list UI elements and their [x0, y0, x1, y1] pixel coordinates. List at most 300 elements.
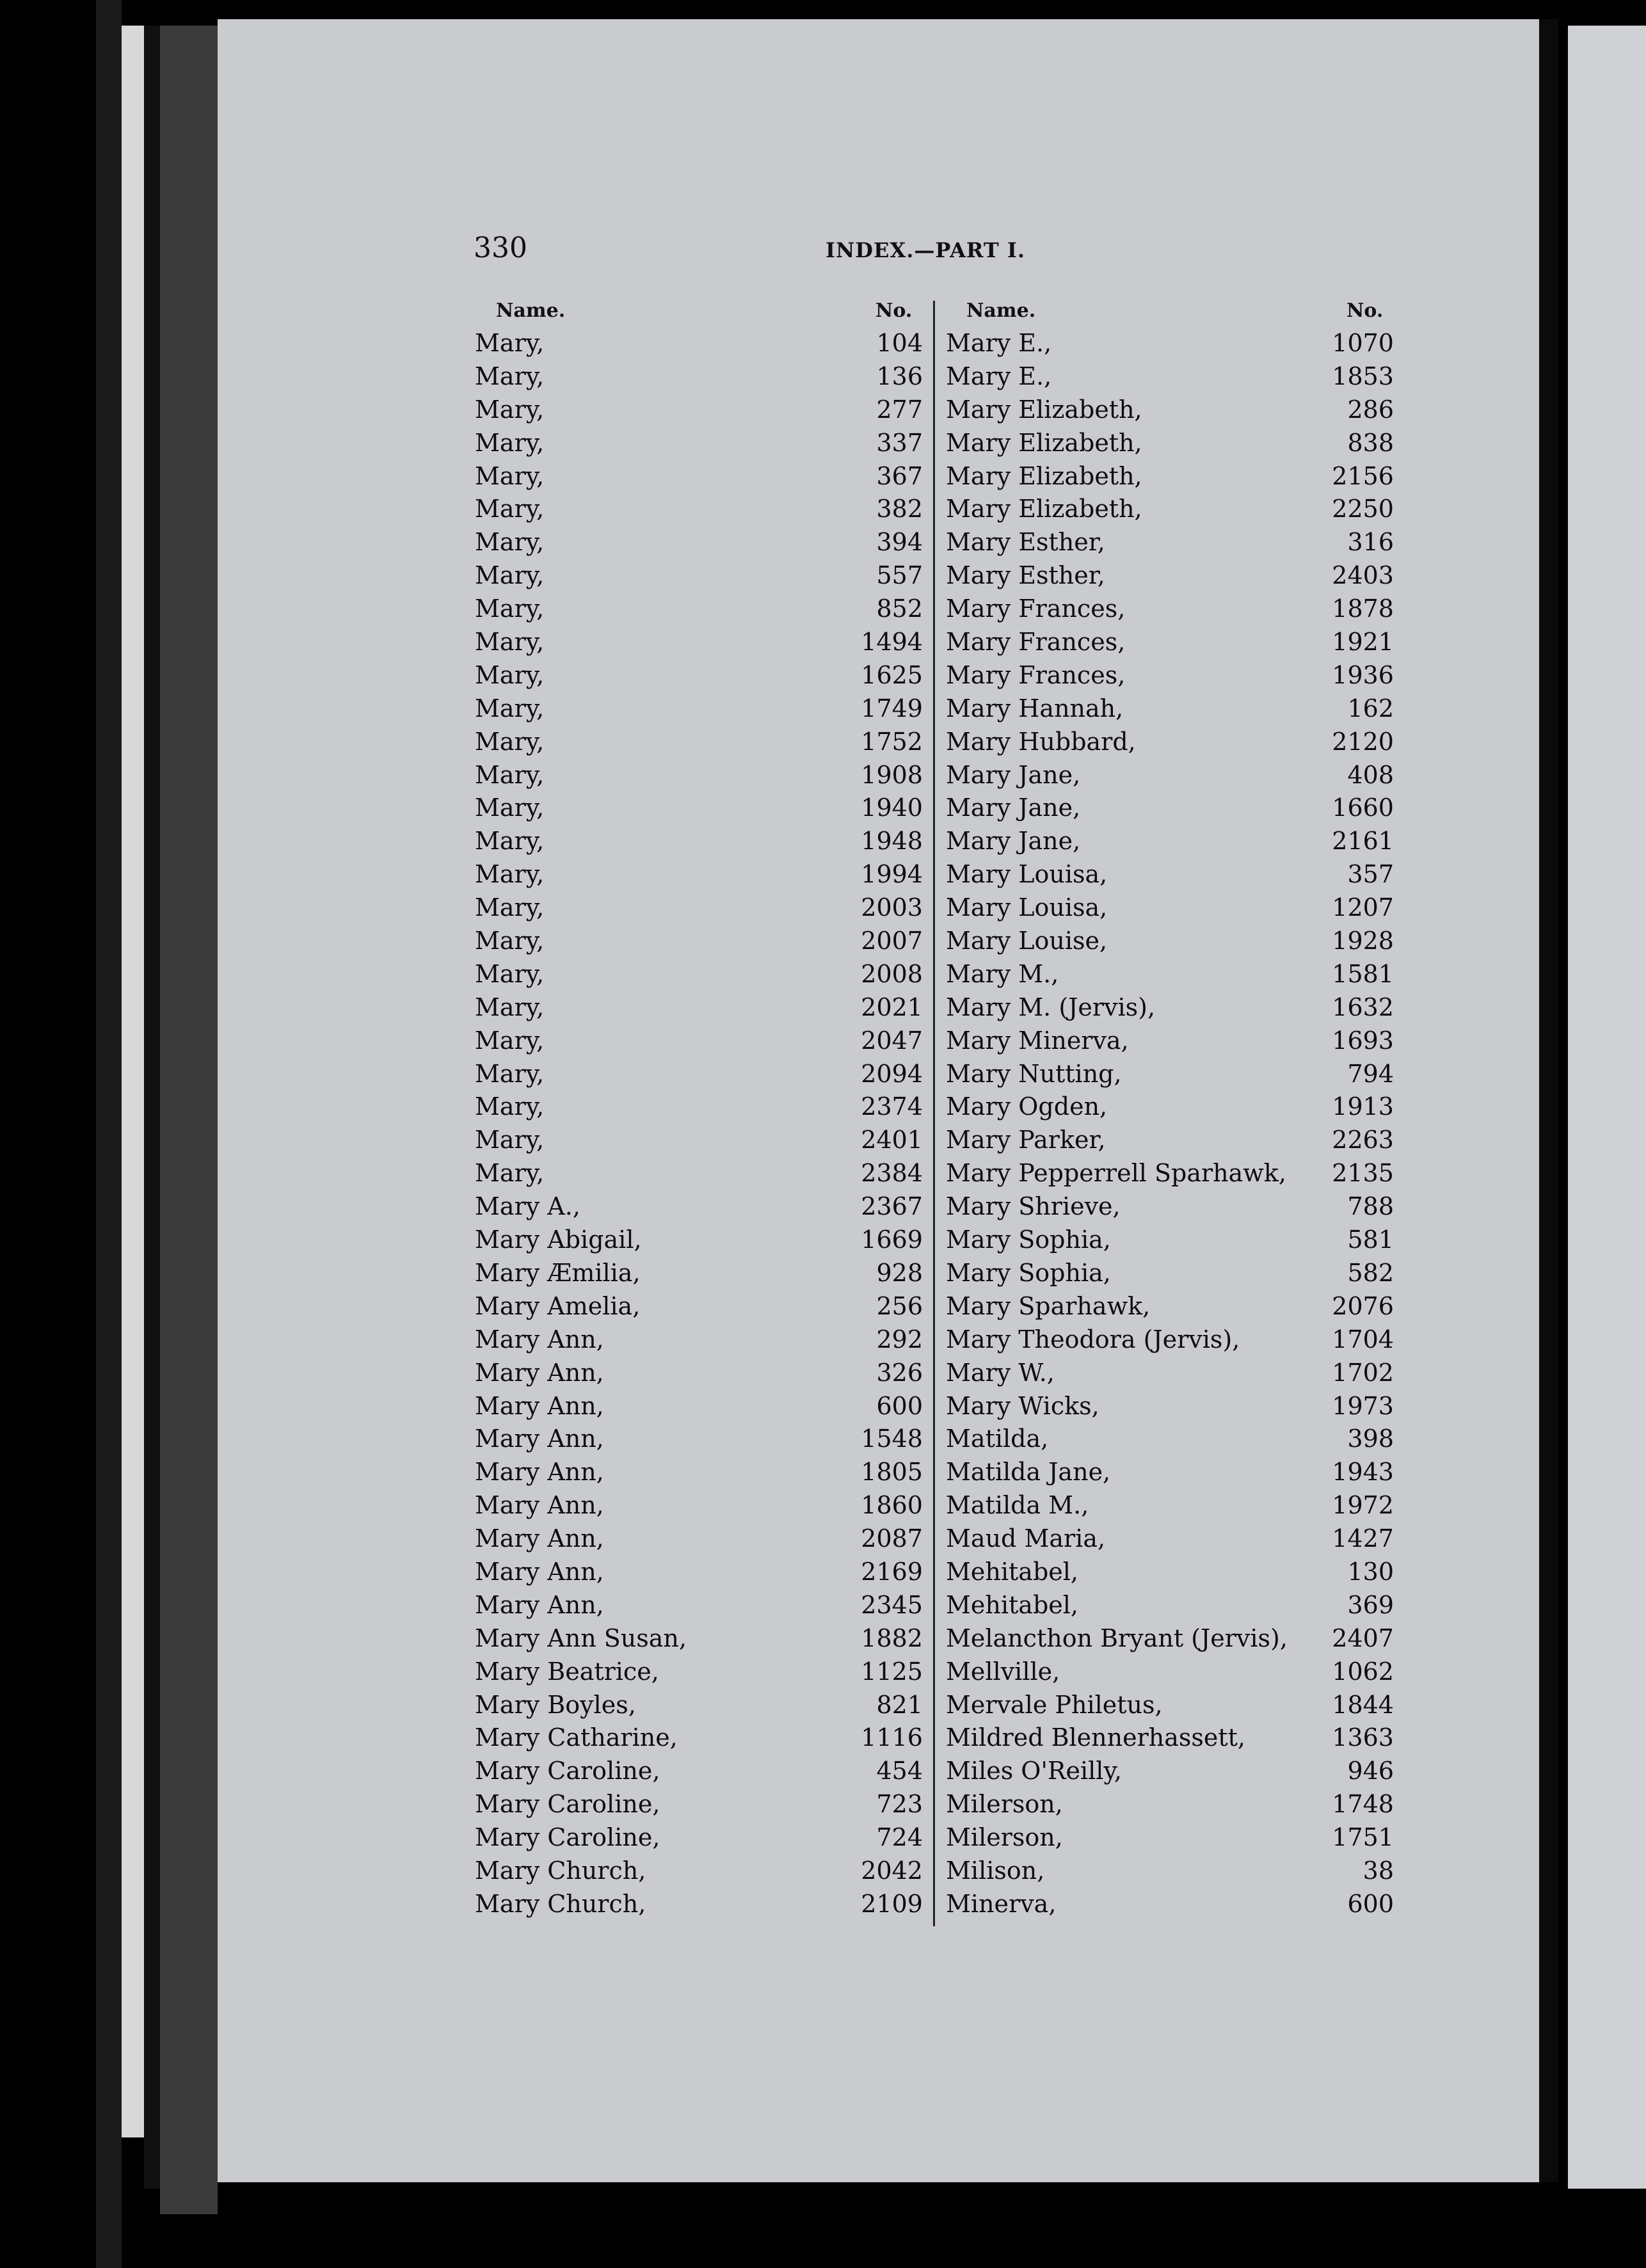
entry-number: 2094	[861, 1059, 923, 1088]
index-entry	[946, 426, 1394, 459]
left-name-header: Name.	[496, 299, 566, 322]
entry-name: Mary,	[475, 727, 545, 756]
entry-name: Mary,	[475, 428, 545, 457]
index-entry	[946, 360, 1394, 393]
index-entry	[946, 1821, 1394, 1854]
index-entry	[475, 1057, 923, 1090]
entry-number: 1751	[1332, 1823, 1394, 1852]
entry-name: Mary Theodora (Jervis),	[946, 1325, 1240, 1354]
index-entry	[946, 625, 1394, 659]
entry-number: 1548	[861, 1425, 923, 1453]
index-entry	[946, 1190, 1394, 1223]
index-entry	[475, 492, 923, 525]
entry-number: 256	[876, 1291, 923, 1320]
entry-name: Mary,	[475, 860, 545, 889]
index-entry	[946, 559, 1394, 592]
entry-number: 2008	[861, 959, 923, 988]
entry-name: Mary Church,	[475, 1889, 646, 1918]
entry-name: Mary Ann Susan,	[475, 1624, 687, 1652]
index-entry	[475, 1422, 923, 1455]
index-entry	[475, 393, 923, 426]
entry-name: Mary Ogden,	[946, 1092, 1108, 1121]
entry-name: Mary,	[475, 694, 545, 723]
index-entry	[475, 1223, 923, 1256]
index-entry	[946, 891, 1394, 924]
entry-number: 2135	[1332, 1159, 1394, 1188]
entry-name: Mary Nutting,	[946, 1059, 1122, 1088]
entry-number: 316	[1347, 528, 1394, 557]
entry-name: Mary,	[475, 1026, 545, 1055]
entry-number: 2007	[861, 927, 923, 955]
index-entry	[475, 1655, 923, 1688]
index-entry	[475, 659, 923, 692]
index-entry	[946, 326, 1394, 360]
entry-number: 454	[876, 1757, 923, 1785]
entry-number: 2047	[861, 1026, 923, 1055]
index-entry	[475, 592, 923, 625]
entry-number: 557	[876, 561, 923, 590]
entry-number: 1936	[1332, 660, 1394, 689]
index-entry	[946, 459, 1394, 493]
index-entry	[475, 1489, 923, 1522]
index-entry	[946, 725, 1394, 758]
entry-number: 581	[1347, 1226, 1394, 1254]
entry-name: Mary Ann,	[475, 1391, 604, 1420]
right-no-header: No.	[1346, 299, 1384, 322]
index-entry	[475, 1290, 923, 1323]
page-header	[474, 232, 1395, 270]
index-entry	[475, 891, 923, 924]
entry-name: Mary,	[475, 927, 545, 955]
index-entry	[946, 1721, 1394, 1754]
entry-name: Mary,	[475, 760, 545, 789]
entry-number: 1660	[1332, 794, 1394, 822]
index-entry	[946, 525, 1394, 559]
index-entry	[946, 1688, 1394, 1721]
index-entry	[946, 492, 1394, 525]
entry-number: 2003	[861, 893, 923, 922]
entry-name: Mary Ann,	[475, 1425, 604, 1453]
entry-number: 2161	[1332, 827, 1394, 856]
index-entry	[475, 1156, 923, 1190]
entry-name: Mervale Philetus,	[946, 1690, 1163, 1719]
entry-name: Mary,	[475, 993, 545, 1021]
entry-number: 723	[876, 1790, 923, 1819]
entry-number: 1921	[1332, 628, 1394, 657]
entry-name: Milison,	[946, 1856, 1045, 1885]
facing-page-edge	[1568, 26, 1646, 2189]
index-entry	[475, 1389, 923, 1423]
index-entry	[946, 659, 1394, 692]
entry-number: 600	[876, 1391, 923, 1420]
page-number: 330	[474, 232, 527, 264]
entry-name: Mary Ann,	[475, 1325, 604, 1354]
index-entry	[475, 1854, 923, 1887]
entry-name: Milerson,	[946, 1790, 1063, 1819]
entry-name: Mary,	[475, 461, 545, 490]
index-entry	[475, 1090, 923, 1123]
entry-name: Mary,	[475, 827, 545, 856]
index-entry	[946, 1754, 1394, 1787]
entry-name: Mary Pepperrell Sparhawk,	[946, 1159, 1286, 1188]
entry-number: 788	[1347, 1192, 1394, 1221]
entry-name: Mary Sparhawk,	[946, 1291, 1151, 1320]
entry-name: Mary,	[475, 794, 545, 822]
entry-name: Mildred Blennerhassett,	[946, 1723, 1246, 1752]
entry-name: Mary,	[475, 595, 545, 623]
entry-name: Milerson,	[946, 1823, 1063, 1852]
entry-number: 2169	[861, 1557, 923, 1586]
entry-number: 1669	[861, 1226, 923, 1254]
index-entry	[946, 1522, 1394, 1555]
entry-name: Mary Caroline,	[475, 1790, 660, 1819]
gutter-shadow	[1539, 19, 1558, 2182]
entry-name: Miles O'Reilly,	[946, 1757, 1122, 1785]
index-entry	[475, 1123, 923, 1156]
left-no-header: No.	[875, 299, 913, 322]
index-entry	[946, 1256, 1394, 1290]
entry-number: 398	[1347, 1425, 1394, 1453]
index-entry	[475, 1622, 923, 1655]
entry-name: Mary Jane,	[946, 794, 1081, 822]
entry-number: 1972	[1332, 1491, 1394, 1520]
index-entry	[946, 1588, 1394, 1622]
entry-name: Minerva,	[946, 1889, 1057, 1918]
index-entry	[475, 692, 923, 725]
index-entry	[475, 858, 923, 891]
index-entry	[475, 1256, 923, 1290]
entry-name: Mary Catharine,	[475, 1723, 678, 1752]
entry-number: 1062	[1332, 1657, 1394, 1686]
entry-name: Mary Elizabeth,	[946, 395, 1142, 424]
entry-number: 38	[1362, 1856, 1394, 1885]
entry-number: 369	[1347, 1590, 1394, 1619]
entry-name: Mary Elizabeth,	[946, 428, 1142, 457]
index-entry	[475, 1190, 923, 1223]
entry-number: 1752	[861, 727, 923, 756]
entry-number: 600	[1347, 1889, 1394, 1918]
entry-number: 2021	[861, 993, 923, 1021]
index-entry	[475, 1024, 923, 1057]
index-entry	[475, 625, 923, 659]
entry-number: 1125	[861, 1657, 923, 1686]
index-entry	[475, 1555, 923, 1588]
entry-number: 1844	[1332, 1690, 1394, 1719]
binding-shadow	[144, 26, 160, 2189]
index-entry	[946, 393, 1394, 426]
entry-number: 2374	[861, 1092, 923, 1121]
entry-name: Mary,	[475, 660, 545, 689]
index-entry	[475, 957, 923, 991]
entry-number: 852	[876, 595, 923, 623]
entry-number: 2407	[1332, 1624, 1394, 1652]
index-entry	[946, 1156, 1394, 1190]
entry-number: 1928	[1332, 927, 1394, 955]
entry-number: 1882	[861, 1624, 923, 1652]
index-entry	[946, 1323, 1394, 1356]
index-entry	[946, 1356, 1394, 1389]
index-entry	[475, 1588, 923, 1622]
right-index-column	[946, 326, 1394, 1921]
entry-number: 286	[1347, 395, 1394, 424]
index-entry	[946, 858, 1394, 891]
entry-number: 1070	[1332, 329, 1394, 357]
entry-number: 1913	[1332, 1092, 1394, 1121]
index-entry	[475, 1522, 923, 1555]
column-divider	[933, 301, 935, 1926]
entry-number: 2087	[861, 1524, 923, 1553]
entry-name: Mary M.,	[946, 959, 1059, 988]
entry-name: Mary Sophia,	[946, 1258, 1111, 1287]
entry-number: 337	[876, 428, 923, 457]
entry-name: Mary A.,	[475, 1192, 580, 1221]
entry-name: Mary,	[475, 495, 545, 523]
entry-number: 946	[1347, 1757, 1394, 1785]
index-entry	[475, 459, 923, 493]
entry-name: Mary,	[475, 628, 545, 657]
entry-name: Mary Louisa,	[946, 893, 1108, 922]
entry-name: Mary,	[475, 959, 545, 988]
entry-name: Mary Esther,	[946, 528, 1105, 557]
index-entry	[475, 1721, 923, 1754]
index-entry	[475, 791, 923, 824]
entry-number: 1973	[1332, 1391, 1394, 1420]
index-entry	[475, 360, 923, 393]
entry-name: Mary Ann,	[475, 1557, 604, 1586]
entry-name: Mary E.,	[946, 329, 1052, 357]
entry-number: 2076	[1332, 1291, 1394, 1320]
entry-number: 2120	[1332, 727, 1394, 756]
entry-number: 2042	[861, 1856, 923, 1885]
index-entry	[946, 791, 1394, 824]
entry-number: 136	[876, 362, 923, 390]
entry-name: Mary Jane,	[946, 760, 1081, 789]
entry-number: 357	[1347, 860, 1394, 889]
index-entry	[946, 1787, 1394, 1821]
page-edge-stack	[122, 26, 144, 2137]
index-entry	[946, 1622, 1394, 1655]
entry-number: 2401	[861, 1126, 923, 1154]
entry-number: 821	[876, 1690, 923, 1719]
entry-number: 2345	[861, 1590, 923, 1619]
index-entry	[475, 525, 923, 559]
entry-name: Mary,	[475, 1159, 545, 1188]
entry-name: Mary Ann,	[475, 1524, 604, 1553]
index-entry	[475, 991, 923, 1024]
right-name-header: Name.	[966, 299, 1036, 322]
entry-number: 724	[876, 1823, 923, 1852]
index-entry	[946, 991, 1394, 1024]
index-entry	[475, 1754, 923, 1787]
entry-number: 1207	[1332, 893, 1394, 922]
entry-number: 1860	[861, 1491, 923, 1520]
entry-name: Mary Jane,	[946, 827, 1081, 856]
index-entry	[946, 824, 1394, 858]
entry-name: Mary Frances,	[946, 660, 1126, 689]
entry-number: 2250	[1332, 495, 1394, 523]
entry-name: Mary Boyles,	[475, 1690, 636, 1719]
entry-name: Mary Frances,	[946, 595, 1126, 623]
entry-name: Maud Maria,	[946, 1524, 1106, 1553]
entry-number: 408	[1347, 760, 1394, 789]
index-entry	[946, 1422, 1394, 1455]
entry-number: 367	[876, 461, 923, 490]
index-entry	[946, 758, 1394, 792]
entry-number: 1116	[861, 1723, 923, 1752]
entry-number: 1748	[1332, 1790, 1394, 1819]
entry-number: 1494	[861, 628, 923, 657]
entry-name: Mary Church,	[475, 1856, 646, 1885]
index-entry	[475, 1455, 923, 1489]
entry-name: Mary Caroline,	[475, 1823, 660, 1852]
entry-name: Mary Ann,	[475, 1491, 604, 1520]
entry-number: 2367	[861, 1192, 923, 1221]
index-entry	[946, 1455, 1394, 1489]
entry-number: 1704	[1332, 1325, 1394, 1354]
entry-name: Mary Wicks,	[946, 1391, 1099, 1420]
index-entry	[475, 1356, 923, 1389]
entry-name: Mary E.,	[946, 362, 1052, 390]
index-entry	[946, 1290, 1394, 1323]
entry-number: 394	[876, 528, 923, 557]
entry-name: Mary Abigail,	[475, 1226, 642, 1254]
entry-name: Mary M. (Jervis),	[946, 993, 1156, 1021]
index-entry	[475, 1688, 923, 1721]
index-entry	[946, 1123, 1394, 1156]
entry-number: 292	[876, 1325, 923, 1354]
entry-number: 582	[1347, 1258, 1394, 1287]
index-entry	[475, 326, 923, 360]
index-entry	[475, 758, 923, 792]
entry-name: Mary Shrieve,	[946, 1192, 1121, 1221]
entry-name: Mary Minerva,	[946, 1026, 1129, 1055]
entry-number: 1632	[1332, 993, 1394, 1021]
entry-number: 2263	[1332, 1126, 1394, 1154]
index-entry	[946, 1854, 1394, 1887]
entry-number: 1940	[861, 794, 923, 822]
entry-name: Mary,	[475, 1126, 545, 1154]
entry-name: Mary Louisa,	[946, 860, 1108, 889]
index-entry	[475, 725, 923, 758]
entry-name: Mary Hubbard,	[946, 727, 1136, 756]
entry-name: Mary Ann,	[475, 1590, 604, 1619]
entry-name: Mary Ann,	[475, 1358, 604, 1387]
entry-number: 382	[876, 495, 923, 523]
entry-name: Mary,	[475, 329, 545, 357]
entry-name: Matilda Jane,	[946, 1458, 1111, 1487]
index-entry	[475, 1787, 923, 1821]
entry-number: 1427	[1332, 1524, 1394, 1553]
index-entry	[475, 559, 923, 592]
entry-number: 2109	[861, 1889, 923, 1918]
entry-name: Mary Esther,	[946, 561, 1105, 590]
index-entry	[946, 1223, 1394, 1256]
running-head: INDEX.—PART I.	[826, 238, 1025, 262]
entry-name: Matilda M.,	[946, 1491, 1089, 1520]
entry-name: Mellville,	[946, 1657, 1060, 1686]
entry-name: Mary Amelia,	[475, 1291, 641, 1320]
entry-number: 162	[1347, 694, 1394, 723]
entry-name: Mary,	[475, 561, 545, 590]
entry-name: Mary Sophia,	[946, 1226, 1111, 1254]
entry-name: Mehitabel,	[946, 1557, 1078, 1586]
index-entry	[475, 924, 923, 957]
entry-number: 326	[876, 1358, 923, 1387]
entry-name: Mary,	[475, 1059, 545, 1088]
entry-number: 2384	[861, 1159, 923, 1188]
entry-number: 1853	[1332, 362, 1394, 390]
index-entry	[475, 824, 923, 858]
index-entry	[475, 1887, 923, 1921]
entry-number: 794	[1347, 1059, 1394, 1088]
index-entry	[946, 924, 1394, 957]
entry-number: 1581	[1332, 959, 1394, 988]
entry-name: Mary Caroline,	[475, 1757, 660, 1785]
entry-name: Mary Hannah,	[946, 694, 1124, 723]
entry-number: 104	[876, 329, 923, 357]
entry-name: Mary,	[475, 362, 545, 390]
index-entry	[946, 1024, 1394, 1057]
entry-number: 1363	[1332, 1723, 1394, 1752]
entry-number: 1878	[1332, 595, 1394, 623]
entry-number: 1693	[1332, 1026, 1394, 1055]
entry-name: Mary,	[475, 893, 545, 922]
entry-number: 1943	[1332, 1458, 1394, 1487]
entry-number: 2403	[1332, 561, 1394, 590]
index-entry	[946, 1090, 1394, 1123]
entry-number: 1908	[861, 760, 923, 789]
index-entry	[946, 1057, 1394, 1090]
entry-name: Mary W.,	[946, 1358, 1055, 1387]
entry-number: 2156	[1332, 461, 1394, 490]
entry-name: Mary,	[475, 395, 545, 424]
index-entry	[946, 692, 1394, 725]
entry-name: Mehitabel,	[946, 1590, 1078, 1619]
entry-name: Mary Frances,	[946, 628, 1126, 657]
entry-name: Mary Ann,	[475, 1458, 604, 1487]
entry-name: Mary Parker,	[946, 1126, 1106, 1154]
left-index-column	[475, 326, 923, 1921]
entry-name: Mary Elizabeth,	[946, 461, 1142, 490]
index-entry	[946, 1887, 1394, 1921]
index-entry	[475, 1323, 923, 1356]
entry-number: 1805	[861, 1458, 923, 1487]
entry-number: 130	[1347, 1557, 1394, 1586]
entry-number: 1994	[861, 860, 923, 889]
entry-number: 277	[876, 395, 923, 424]
entry-name: Mary,	[475, 528, 545, 557]
book-spine	[160, 26, 218, 2214]
index-entry	[946, 1389, 1394, 1423]
index-entry	[946, 592, 1394, 625]
entry-number: 928	[876, 1258, 923, 1287]
entry-number: 1948	[861, 827, 923, 856]
entry-number: 1625	[861, 660, 923, 689]
entry-name: Matilda,	[946, 1425, 1049, 1453]
scanner-edge	[96, 0, 122, 2268]
entry-number: 838	[1347, 428, 1394, 457]
entry-number: 1702	[1332, 1358, 1394, 1387]
entry-name: Mary Æmilia,	[475, 1258, 641, 1287]
entry-name: Mary Beatrice,	[475, 1657, 659, 1686]
entry-name: Mary Louise,	[946, 927, 1108, 955]
index-entry	[946, 1555, 1394, 1588]
entry-name: Mary,	[475, 1092, 545, 1121]
entry-number: 1749	[861, 694, 923, 723]
index-entry	[475, 426, 923, 459]
index-entry	[946, 1489, 1394, 1522]
index-entry	[946, 1655, 1394, 1688]
